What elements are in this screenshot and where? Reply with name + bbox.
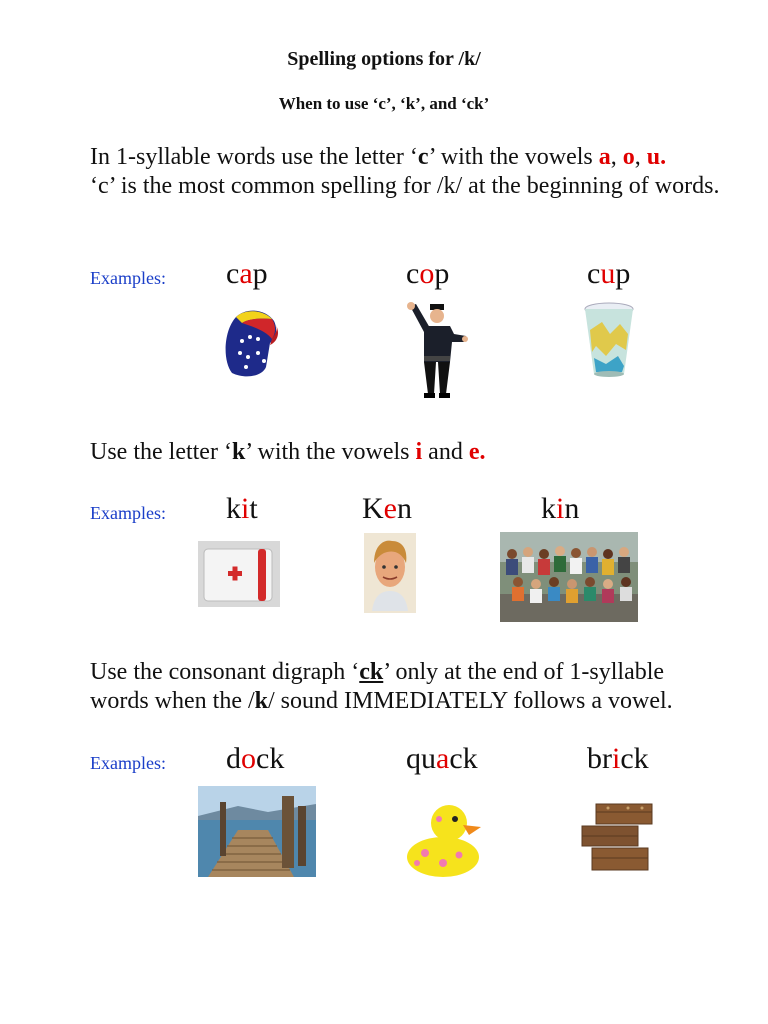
word-kin: kin bbox=[541, 492, 580, 525]
rubber-duck-image bbox=[403, 797, 493, 883]
page-title: Spelling options for /k/ bbox=[287, 48, 481, 70]
section3-text: Use the consonant digraph ‘ck’ only at the end of 1-syllable words when the /k/ sound IMMEDIATELY follows a vowel. bbox=[90, 659, 673, 714]
word-dock: dock bbox=[226, 742, 285, 775]
word-cop: cop bbox=[406, 257, 450, 290]
word-cap: cap bbox=[226, 257, 268, 290]
word-quack: quack bbox=[406, 742, 478, 775]
ken-portrait-image bbox=[364, 533, 416, 613]
word-ken: Ken bbox=[362, 492, 412, 525]
dock-image bbox=[198, 786, 316, 877]
examples-label: Examples: bbox=[90, 753, 166, 773]
paper-cup-image bbox=[580, 300, 638, 380]
examples-label: Examples: bbox=[90, 268, 166, 288]
bricks-image bbox=[578, 796, 656, 878]
cap-image bbox=[222, 305, 280, 380]
examples-label: Examples: bbox=[90, 503, 166, 523]
police-officer-image bbox=[402, 300, 468, 402]
word-cup: cup bbox=[587, 257, 631, 290]
page-subtitle: When to use ‘c’, ‘k’, and ‘ck’ bbox=[278, 94, 490, 113]
first-aid-kit-image bbox=[198, 541, 280, 607]
section1-text: In 1-syllable words use the letter ‘c’ with the vowels a, o, u. ‘c’ is the most common spelling for /k/ at the beginning of words. bbox=[90, 144, 720, 199]
word-brick: brick bbox=[587, 742, 649, 775]
section2-text: Use the letter ‘k’ with the vowels i and e. bbox=[90, 439, 486, 465]
group-photo-image bbox=[500, 532, 638, 622]
word-kit: kit bbox=[226, 492, 258, 525]
